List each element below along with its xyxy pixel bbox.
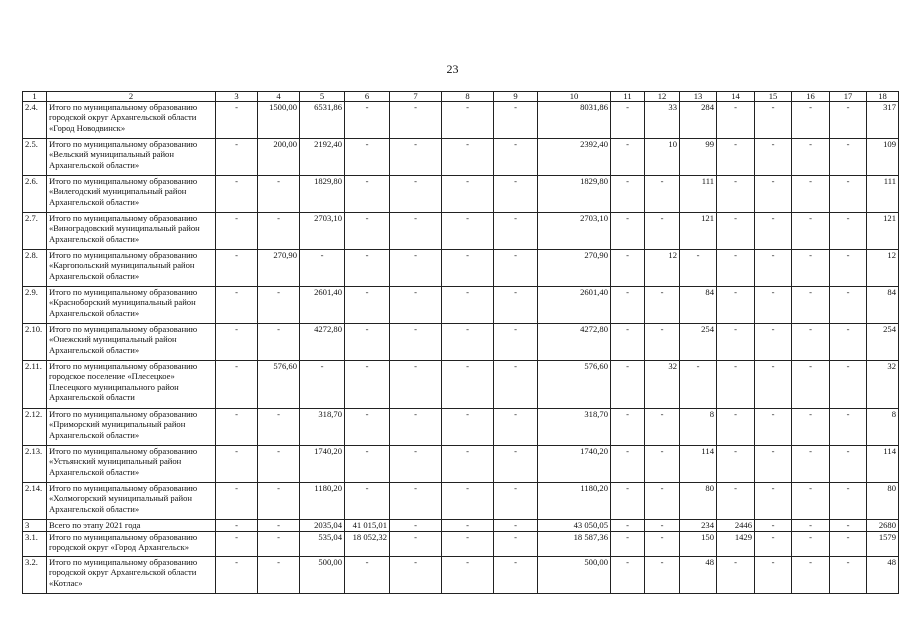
column-header: 1 — [23, 92, 47, 102]
row-name: Итого по муниципальному образованию городской округ Архангельской области «Город Новодвинск» — [47, 102, 216, 139]
table-cell: - — [717, 176, 755, 213]
table-cell: - — [645, 446, 680, 483]
table-cell: - — [216, 446, 258, 483]
row-name: Итого по муниципальному образованию «Приморский муниципальный район Архангельской области» — [47, 409, 216, 446]
table-cell: - — [345, 102, 390, 139]
table-cell: - — [216, 139, 258, 176]
row-number: 2.12. — [23, 409, 47, 446]
table-cell: - — [442, 361, 494, 409]
table-cell: - — [830, 287, 867, 324]
column-header: 3 — [216, 92, 258, 102]
table-cell: - — [442, 102, 494, 139]
column-header: 6 — [345, 92, 390, 102]
table-cell: 12 — [867, 250, 899, 287]
table-cell: - — [611, 213, 645, 250]
table-cell: - — [258, 176, 300, 213]
table-cell: - — [611, 409, 645, 446]
column-header: 2 — [47, 92, 216, 102]
table-cell: - — [717, 483, 755, 520]
table-cell: - — [680, 361, 717, 409]
table-cell: 1180,20 — [300, 483, 345, 520]
row-number: 2.7. — [23, 213, 47, 250]
table-cell: - — [830, 532, 867, 557]
table-cell: - — [755, 250, 792, 287]
table-cell: - — [258, 446, 300, 483]
table-cell: - — [390, 176, 442, 213]
table-cell: - — [216, 483, 258, 520]
table-cell: - — [792, 532, 830, 557]
table-cell: 32 — [867, 361, 899, 409]
table-cell: 318,70 — [300, 409, 345, 446]
table-cell: 1180,20 — [538, 483, 611, 520]
table-cell: 254 — [867, 324, 899, 361]
row-number: 2.9. — [23, 287, 47, 324]
table-cell: - — [645, 557, 680, 594]
table-cell: - — [494, 287, 538, 324]
table-cell: 12 — [645, 250, 680, 287]
table-cell: 48 — [680, 557, 717, 594]
table-cell: - — [830, 324, 867, 361]
table-cell: - — [645, 409, 680, 446]
table-cell: - — [611, 361, 645, 409]
table-cell: 80 — [867, 483, 899, 520]
table-cell: - — [830, 250, 867, 287]
table-cell: 111 — [867, 176, 899, 213]
table-cell: - — [830, 520, 867, 532]
table-cell: 318,70 — [538, 409, 611, 446]
table-cell: 111 — [680, 176, 717, 213]
table-row — [23, 520, 899, 532]
table-cell: - — [755, 287, 792, 324]
table-cell: - — [611, 176, 645, 213]
row-name: Итого по муниципальному образованию городской округ «Город Архангельск» — [47, 532, 216, 557]
table-cell: - — [494, 361, 538, 409]
table-cell: - — [830, 446, 867, 483]
table-cell: 500,00 — [538, 557, 611, 594]
table-cell: 4272,80 — [538, 324, 611, 361]
table-cell: - — [442, 483, 494, 520]
table-cell: 18 052,32 — [345, 532, 390, 557]
table-cell: - — [216, 324, 258, 361]
table-cell: 2703,10 — [538, 213, 611, 250]
table-cell: - — [830, 176, 867, 213]
table-cell: - — [755, 213, 792, 250]
column-header: 18 — [867, 92, 899, 102]
table-cell: 33 — [645, 102, 680, 139]
table-cell: - — [494, 409, 538, 446]
column-header: 12 — [645, 92, 680, 102]
table-cell: - — [345, 446, 390, 483]
row-name: Итого по муниципальному образованию «Красноборский муниципальный район Архангельской области» — [47, 287, 216, 324]
table-cell: - — [830, 213, 867, 250]
table-cell: - — [345, 139, 390, 176]
table-row — [23, 324, 899, 361]
table-cell: - — [258, 520, 300, 532]
table-cell: 1429 — [717, 532, 755, 557]
table-cell: - — [645, 213, 680, 250]
table-cell: - — [830, 557, 867, 594]
table-cell: - — [258, 213, 300, 250]
table-cell: - — [390, 520, 442, 532]
table-cell: - — [792, 520, 830, 532]
table-cell: - — [494, 102, 538, 139]
table-cell: - — [611, 532, 645, 557]
table-cell: - — [494, 213, 538, 250]
table-cell: - — [717, 361, 755, 409]
table-cell: - — [390, 213, 442, 250]
table-cell: 4272,80 — [300, 324, 345, 361]
table-cell: - — [442, 532, 494, 557]
table-cell: - — [390, 409, 442, 446]
table-row — [23, 176, 899, 213]
column-header: 9 — [494, 92, 538, 102]
table-cell: - — [442, 557, 494, 594]
table-cell: - — [216, 287, 258, 324]
table-cell: - — [792, 409, 830, 446]
table-cell: - — [442, 176, 494, 213]
table-cell: - — [494, 446, 538, 483]
row-name: Итого по муниципальному образованию «Виноградовский муниципальный район Архангельской области» — [47, 213, 216, 250]
table-cell: - — [216, 520, 258, 532]
table-cell: - — [830, 409, 867, 446]
column-header: 14 — [717, 92, 755, 102]
table-cell: - — [645, 287, 680, 324]
table-cell: - — [717, 102, 755, 139]
column-header: 16 — [792, 92, 830, 102]
table-cell: - — [390, 250, 442, 287]
table-row — [23, 287, 899, 324]
table-cell: - — [345, 324, 390, 361]
table-cell: - — [792, 176, 830, 213]
table-cell: - — [611, 250, 645, 287]
table-cell: - — [216, 176, 258, 213]
table-cell: - — [216, 532, 258, 557]
table-cell: - — [494, 483, 538, 520]
table-cell: 284 — [680, 102, 717, 139]
table-cell: 8 — [680, 409, 717, 446]
table-cell: 48 — [867, 557, 899, 594]
row-name: Итого по муниципальному образованию «Каргопольский муниципальный район Архангельской области» — [47, 250, 216, 287]
table-cell: - — [442, 139, 494, 176]
table-cell: - — [792, 213, 830, 250]
table-cell: 2680 — [867, 520, 899, 532]
table-cell: - — [390, 324, 442, 361]
table-cell: - — [611, 446, 645, 483]
page-number: 23 — [446, 62, 459, 76]
table-cell: - — [611, 139, 645, 176]
table-cell: 1740,20 — [538, 446, 611, 483]
table-cell: 1579 — [867, 532, 899, 557]
table-cell: - — [216, 557, 258, 594]
row-number: 3.2. — [23, 557, 47, 594]
table-cell: - — [792, 483, 830, 520]
table-cell: - — [830, 139, 867, 176]
row-number: 2.5. — [23, 139, 47, 176]
table-cell: 8031,86 — [538, 102, 611, 139]
table-cell: - — [755, 520, 792, 532]
table-cell: - — [755, 102, 792, 139]
table-cell: 84 — [867, 287, 899, 324]
table-cell: 2601,40 — [300, 287, 345, 324]
table-row — [23, 139, 899, 176]
table-cell: 576,60 — [258, 361, 300, 409]
table-cell: 2601,40 — [538, 287, 611, 324]
table-cell: - — [390, 139, 442, 176]
table-cell: - — [216, 213, 258, 250]
table-cell: - — [717, 409, 755, 446]
table-cell: - — [611, 557, 645, 594]
table-cell: - — [345, 409, 390, 446]
table-cell: 535,04 — [300, 532, 345, 557]
table-cell: - — [216, 250, 258, 287]
table-cell: - — [390, 532, 442, 557]
table-cell: - — [345, 176, 390, 213]
table-cell: - — [258, 287, 300, 324]
table-cell: - — [345, 483, 390, 520]
table-cell: - — [830, 361, 867, 409]
table-cell: - — [792, 102, 830, 139]
column-header: 17 — [830, 92, 867, 102]
table-cell: - — [645, 483, 680, 520]
row-name: Итого по муниципальному образованию городской округ Архангельской области «Котлас» — [47, 557, 216, 594]
data-table — [22, 91, 899, 594]
table-cell: - — [442, 213, 494, 250]
table-cell: - — [755, 532, 792, 557]
table-cell: - — [645, 520, 680, 532]
row-name: Всего по этапу 2021 года — [47, 520, 216, 532]
table-cell: - — [830, 483, 867, 520]
table-cell: - — [717, 324, 755, 361]
table-cell: - — [717, 287, 755, 324]
table-cell: - — [494, 557, 538, 594]
table-cell: - — [645, 324, 680, 361]
table-cell: - — [611, 324, 645, 361]
row-number: 2.8. — [23, 250, 47, 287]
table-cell: 41 015,01 — [345, 520, 390, 532]
table-cell: - — [300, 361, 345, 409]
row-number: 2.4. — [23, 102, 47, 139]
table-cell: - — [645, 532, 680, 557]
column-header: 11 — [611, 92, 645, 102]
column-header: 15 — [755, 92, 792, 102]
table-row — [23, 446, 899, 483]
row-name: Итого по муниципальному образованию «Вельский муниципальный район Архангельской области» — [47, 139, 216, 176]
table-cell: 270,90 — [258, 250, 300, 287]
table-cell: 8 — [867, 409, 899, 446]
table-cell: - — [792, 287, 830, 324]
table-cell: - — [494, 250, 538, 287]
table-cell: 270,90 — [538, 250, 611, 287]
table-cell: - — [494, 139, 538, 176]
table-cell: - — [390, 557, 442, 594]
table-row — [23, 557, 899, 594]
table-cell: 2703,10 — [300, 213, 345, 250]
row-number: 2.14. — [23, 483, 47, 520]
row-number: 2.11. — [23, 361, 47, 409]
table-cell: 109 — [867, 139, 899, 176]
table-cell: - — [717, 446, 755, 483]
table-cell: 2446 — [717, 520, 755, 532]
table-cell: 317 — [867, 102, 899, 139]
table-cell: - — [792, 324, 830, 361]
table-cell: 1500,00 — [258, 102, 300, 139]
table-cell: - — [755, 139, 792, 176]
table-cell: - — [345, 250, 390, 287]
table-cell: 121 — [867, 213, 899, 250]
table-cell: - — [390, 361, 442, 409]
table-cell: - — [755, 557, 792, 594]
table-cell: - — [755, 324, 792, 361]
table-cell: - — [792, 250, 830, 287]
column-header: 13 — [680, 92, 717, 102]
table-row — [23, 213, 899, 250]
table-cell: 254 — [680, 324, 717, 361]
table-cell: 1740,20 — [300, 446, 345, 483]
table-cell: 18 587,36 — [538, 532, 611, 557]
table-cell: - — [755, 176, 792, 213]
table-cell: - — [390, 446, 442, 483]
table-cell: - — [792, 446, 830, 483]
table-cell: - — [611, 483, 645, 520]
table-cell: - — [645, 176, 680, 213]
table-cell: - — [717, 139, 755, 176]
row-number: 2.13. — [23, 446, 47, 483]
table-cell: 200,00 — [258, 139, 300, 176]
table-cell: - — [792, 361, 830, 409]
table-cell: - — [717, 557, 755, 594]
table-cell: - — [442, 250, 494, 287]
table-row — [23, 250, 899, 287]
table-cell: - — [258, 409, 300, 446]
table-cell: - — [442, 409, 494, 446]
header-row — [23, 92, 899, 102]
column-header: 4 — [258, 92, 300, 102]
table-cell: 2192,40 — [300, 139, 345, 176]
table-cell: - — [345, 361, 390, 409]
table-cell: - — [717, 213, 755, 250]
table-cell: - — [755, 409, 792, 446]
table-cell: 234 — [680, 520, 717, 532]
table-cell: - — [258, 483, 300, 520]
table-cell: - — [830, 102, 867, 139]
table-cell: - — [611, 287, 645, 324]
table-cell: 576,60 — [538, 361, 611, 409]
row-name: Итого по муниципальному образованию «Холмогорский муниципальный район Архангельской области» — [47, 483, 216, 520]
table-cell: - — [442, 287, 494, 324]
table-cell: - — [680, 250, 717, 287]
table-row — [23, 102, 899, 139]
row-number: 3 — [23, 520, 47, 532]
table-cell: - — [611, 102, 645, 139]
table-cell: 121 — [680, 213, 717, 250]
table-cell: 84 — [680, 287, 717, 324]
table-cell: - — [494, 176, 538, 213]
table-cell: - — [216, 102, 258, 139]
table-row — [23, 483, 899, 520]
table-cell: 2035,04 — [300, 520, 345, 532]
table-cell: - — [494, 532, 538, 557]
table-cell: - — [442, 520, 494, 532]
table-cell: - — [258, 532, 300, 557]
column-header: 7 — [390, 92, 442, 102]
table-cell: - — [755, 361, 792, 409]
table-cell: - — [390, 483, 442, 520]
table-cell: - — [300, 250, 345, 287]
table-cell: 6531,86 — [300, 102, 345, 139]
table-cell: - — [216, 361, 258, 409]
table-cell: 2392,40 — [538, 139, 611, 176]
column-header: 5 — [300, 92, 345, 102]
row-name: Итого по муниципальному образованию городское поселение «Плесецкое» Плесецкого муниципального район Архангельской области — [47, 361, 216, 409]
table-cell: - — [345, 287, 390, 324]
column-header: 10 — [538, 92, 611, 102]
table-cell: - — [390, 287, 442, 324]
row-number: 3.1. — [23, 532, 47, 557]
table-cell: - — [216, 409, 258, 446]
table-cell: 99 — [680, 139, 717, 176]
table-cell: - — [390, 102, 442, 139]
row-number: 2.10. — [23, 324, 47, 361]
table-cell: - — [494, 324, 538, 361]
table-cell: 150 — [680, 532, 717, 557]
table-cell: 32 — [645, 361, 680, 409]
row-name: Итого по муниципальному образованию «Вилегодский муниципальный район Архангельской области» — [47, 176, 216, 213]
row-number: 2.6. — [23, 176, 47, 213]
table-cell: 43 050,05 — [538, 520, 611, 532]
table-cell: 10 — [645, 139, 680, 176]
table-cell: 1829,80 — [538, 176, 611, 213]
table-cell: - — [258, 324, 300, 361]
column-header: 8 — [442, 92, 494, 102]
table-row — [23, 361, 899, 409]
table-cell: - — [442, 324, 494, 361]
table-cell: 114 — [867, 446, 899, 483]
table-cell: - — [345, 557, 390, 594]
table-cell: - — [611, 520, 645, 532]
table-cell: 500,00 — [300, 557, 345, 594]
table-cell: - — [442, 446, 494, 483]
table-row — [23, 409, 899, 446]
table-cell: - — [345, 213, 390, 250]
table-cell: 80 — [680, 483, 717, 520]
table-row — [23, 532, 899, 557]
table-cell: 114 — [680, 446, 717, 483]
table-cell: - — [755, 483, 792, 520]
table-cell: - — [494, 520, 538, 532]
table-cell: - — [792, 139, 830, 176]
table-cell: - — [792, 557, 830, 594]
table-cell: - — [717, 250, 755, 287]
row-name: Итого по муниципальному образованию «Устьянский муниципальный район Архангельской области» — [47, 446, 216, 483]
table-cell: - — [755, 446, 792, 483]
row-name: Итого по муниципальному образованию «Онежский муниципальный район Архангельской области» — [47, 324, 216, 361]
table-cell: - — [258, 557, 300, 594]
table-cell: 1829,80 — [300, 176, 345, 213]
